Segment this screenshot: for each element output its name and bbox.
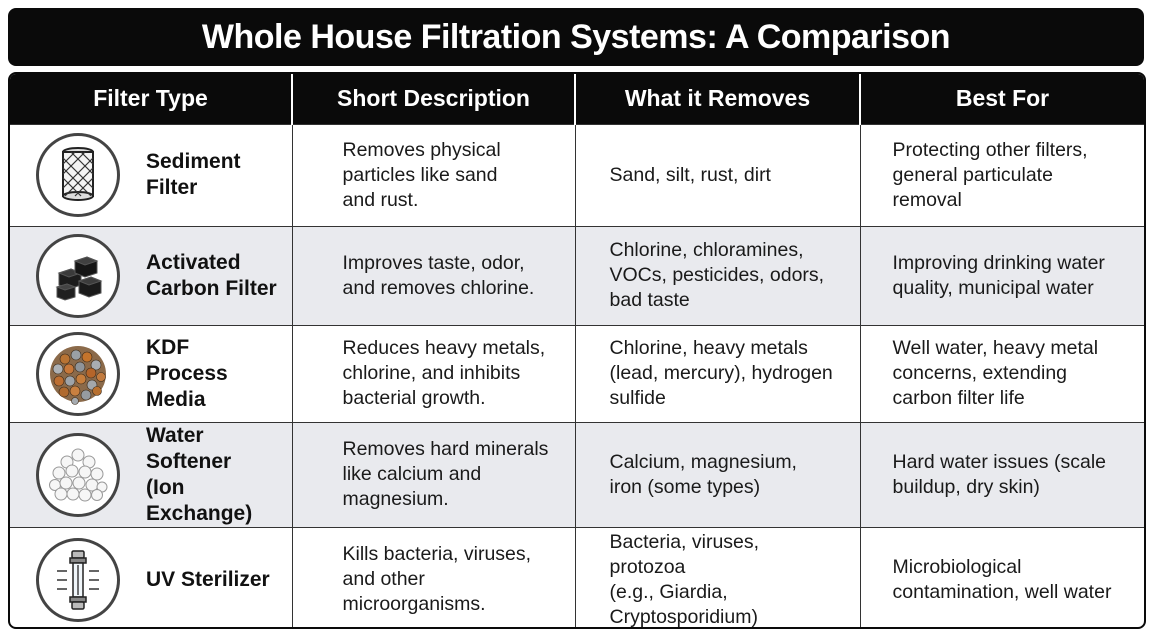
- best-for-cell: [860, 527, 1144, 629]
- sediment-cartridge-icon: [36, 133, 120, 217]
- best-for-cell: [860, 124, 1144, 226]
- filter-type-cell: [10, 124, 292, 226]
- column-header-removes: What it Removes: [575, 74, 860, 124]
- removes-text: Sand, silt, rust, dirt: [609, 163, 771, 186]
- carbon-cubes-icon: [36, 234, 120, 318]
- removes-cell: [575, 226, 860, 325]
- description-text: Improves taste, odor, and removes chlorine.: [342, 251, 535, 299]
- table-row: [10, 124, 1144, 226]
- filter-type-cell: [10, 325, 292, 422]
- table-row: [10, 226, 1144, 325]
- page-title: Whole House Filtration Systems: A Comparison: [8, 8, 1144, 66]
- best-for-text: Protecting other filters, general particulate removal: [892, 138, 1088, 211]
- removes-text: Calcium, magnesium, iron (some types): [609, 450, 797, 498]
- column-header-filter-type: Filter Type: [10, 74, 292, 124]
- description-text: Kills bacteria, viruses, and other microorganisms.: [342, 543, 532, 616]
- column-header-description: Short Description: [292, 74, 575, 124]
- filter-type-name: UV Sterilizer: [146, 567, 270, 591]
- filter-type-cell: [10, 527, 292, 629]
- best-for-cell: [860, 422, 1144, 527]
- filter-type-name: Water Softener (Ion Exchange): [146, 423, 253, 525]
- description-cell: [292, 226, 575, 325]
- description-cell: [292, 527, 575, 629]
- table-row: [10, 527, 1144, 629]
- filter-type-name: KDF Process Media: [146, 335, 228, 411]
- removes-cell: [575, 124, 860, 226]
- removes-cell: [575, 325, 860, 422]
- description-cell: [292, 124, 575, 226]
- removes-text: Chlorine, heavy metals (lead, mercury), hydrogen sulfide: [609, 337, 833, 409]
- description-cell: [292, 422, 575, 527]
- description-text: Removes physical particles like sand and rust.: [342, 138, 501, 211]
- removes-cell: [575, 422, 860, 527]
- resin-beads-icon: [36, 433, 120, 517]
- filter-type-name: Sediment Filter: [146, 150, 241, 199]
- removes-text: Chlorine, chloramines, VOCs, pesticides, odors, bad taste: [609, 239, 825, 311]
- best-for-text: Hard water issues (scale buildup, dry skin): [892, 450, 1106, 498]
- filter-type-cell: [10, 422, 292, 527]
- table-row: [10, 325, 1144, 422]
- comparison-table: [10, 74, 1144, 629]
- comparison-table-container: [8, 72, 1146, 629]
- best-for-text: Improving drinking water quality, municipal water: [892, 251, 1105, 299]
- best-for-text: Well water, heavy metal concerns, extending carbon filter life: [892, 337, 1099, 409]
- removes-cell: [575, 527, 860, 629]
- uv-lamp-icon: [36, 538, 120, 622]
- kdf-media-icon: [36, 332, 120, 416]
- best-for-cell: [860, 325, 1144, 422]
- description-text: Reduces heavy metals, chlorine, and inhibits bacterial growth.: [342, 337, 546, 409]
- filter-type-name: Activated Carbon Filter: [146, 250, 277, 300]
- table-header-row: [10, 74, 1144, 124]
- removes-text: Bacteria, viruses, protozoa (e.g., Giardia, Cryptosporidium): [609, 530, 760, 628]
- best-for-text: Microbiological contamination, well water: [892, 555, 1112, 603]
- description-text: Removes hard minerals like calcium and magnesium.: [342, 438, 549, 510]
- table-row: [10, 422, 1144, 527]
- column-header-best-for: Best For: [860, 74, 1144, 124]
- filter-type-cell: [10, 226, 292, 325]
- description-cell: [292, 325, 575, 422]
- best-for-cell: [860, 226, 1144, 325]
